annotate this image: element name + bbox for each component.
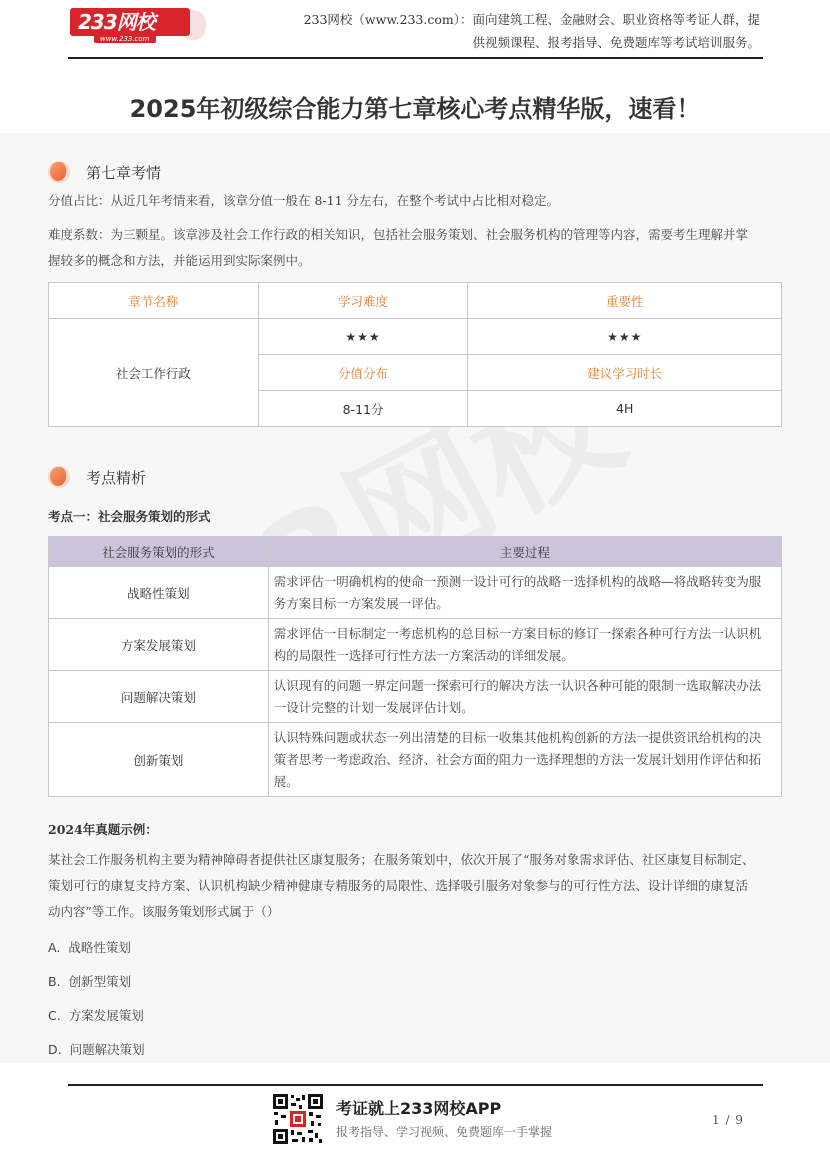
section-heading-key-points (48, 464, 146, 490)
process-line: 策者思考一考虑政治、经济、社会方面的阻力一选择理想的方法一发展计划用作评估和拓 (273, 751, 762, 767)
process-line: 展。 (273, 773, 299, 789)
logo-text: 233网校 (70, 8, 190, 36)
page-number: 1 / 9 (712, 1113, 743, 1127)
process-cell (268, 723, 781, 797)
example-label: 2024年真题示例： (48, 822, 158, 837)
question-line-3: 动内容”等工作。该服务策划形式属于（） (48, 904, 280, 919)
section-bullet-icon (48, 466, 70, 488)
header-study-hours: 建议学习时长 (468, 355, 782, 391)
section-title: 第七章考情 (86, 163, 162, 182)
section-heading-exam-overview (48, 159, 161, 185)
option-a[interactable] (48, 938, 131, 956)
difficulty-line-2: 握较多的概念和方法，并能运用到实际案例中。 (48, 253, 311, 268)
page-header (0, 0, 830, 60)
difficulty-line-1: 难度系数：为三颗星。该章涉及社会工作行政的相关知识，包括社会服务策划、社会服务机构的管理等内容，需要考生理解并掌 (48, 227, 749, 242)
form-cell: 问题解决策划 (49, 671, 269, 723)
header-info-line-1: 233网校（www.233.com）：面向建筑工程、金融财会、职业资格等考证人群，提 (303, 12, 760, 27)
difficulty-text (48, 222, 778, 274)
option-letter: C. (48, 1008, 61, 1023)
hours-value: 4H (468, 391, 782, 427)
score-share-text: 分值占比：从近几年考情来看，该章分值一般在 8-11 分左右，在整个考试中占比相对稳定。 (48, 193, 560, 208)
option-text: 方案发展策划 (68, 1008, 144, 1023)
importance-stars: ★★★ (468, 319, 782, 355)
section-title: 考点精析 (86, 468, 147, 487)
option-letter: A. (48, 940, 61, 955)
header-importance: 重要性 (468, 283, 782, 319)
header-divider (68, 57, 763, 59)
header-info-line-2: 供视频课程、报考指导、免费题库等考试培训服务。 (472, 35, 760, 50)
option-text: 创新型策划 (68, 974, 132, 989)
process-line: 一设计完整的计划一发展评估计划。 (273, 699, 474, 715)
option-letter: D. (48, 1042, 62, 1057)
table-row (49, 671, 782, 723)
header-chapter: 章节名称 (49, 283, 259, 319)
form-cell: 创新策划 (49, 723, 269, 797)
planning-forms-table (48, 536, 782, 797)
process-line: 构的局限性一选择可行性方法一方案活动的详细发展。 (273, 647, 574, 663)
header-difficulty: 学习难度 (258, 283, 468, 319)
process-cell (268, 671, 781, 723)
process-cell (268, 567, 781, 619)
question-text (48, 847, 778, 925)
table-row (49, 619, 782, 671)
process-line: 务方案目标一方案发展一评估。 (273, 595, 449, 611)
option-letter: B. (48, 974, 61, 989)
header-score-distribution: 分值分布 (258, 355, 468, 391)
chapter-name: 社会工作行政 (49, 319, 259, 427)
table-row (49, 723, 782, 797)
score-value: 8-11分 (258, 391, 468, 427)
header-form: 社会服务策划的形式 (49, 537, 269, 567)
logo-url: www.233.com (94, 35, 156, 43)
key-point-title: 考点一：社会服务策划的形式 (48, 509, 211, 524)
section-bullet-icon (48, 161, 70, 183)
header-info (260, 8, 760, 54)
process-line: 认识现有的问题一界定问题一探索可行的解决方法一认识各种可能的限制一选取解决办法 (273, 677, 762, 693)
qr-code-icon[interactable] (272, 1093, 324, 1145)
table-row (49, 567, 782, 619)
process-line: 认识特殊问题或状态一列出清楚的目标一收集其他机构创新的方法一提供资讯给机构的决 (273, 729, 762, 745)
header-process: 主要过程 (268, 537, 781, 567)
process-line: 需求评估一明确机构的使命一预测一设计可行的战略一选择机构的战略—将战略转变为服 (273, 573, 762, 589)
form-cell: 方案发展策划 (49, 619, 269, 671)
option-d[interactable] (48, 1040, 145, 1058)
option-b[interactable] (48, 972, 131, 990)
app-promo-subtitle: 报考指导、学习视频、免费题库一手掌握 (336, 1125, 553, 1139)
document-title: 2025年初级综合能力第七章核心考点精华版，速看！ (129, 95, 701, 123)
site-logo[interactable] (70, 8, 206, 46)
form-cell: 战略性策划 (49, 567, 269, 619)
question-line-1: 某社会工作服务机构主要为精神障碍者提供社区康复服务；在服务策划中，依次开展了“服务对象需求评估、社区康复目标制定、 (48, 852, 755, 867)
process-cell (268, 619, 781, 671)
process-line: 需求评估一目标制定一考虑机构的总目标一方案目标的修订一探索各种可行方法一认识机 (273, 625, 762, 641)
option-text: 问题解决策划 (69, 1042, 145, 1057)
option-text: 战略性策划 (68, 940, 131, 955)
chapter-overview-table (48, 282, 782, 427)
option-c[interactable] (48, 1006, 144, 1024)
footer-divider (68, 1084, 763, 1086)
question-line-2: 策划可行的康复支持方案、认识机构缺少精神健康专精服务的局限性、选择吸引服务对象参与的可行性方法、设计详细的康复活 (48, 878, 749, 893)
difficulty-stars: ★★★ (258, 319, 468, 355)
app-promo-title: 考证就上233网校APP (336, 1099, 502, 1118)
